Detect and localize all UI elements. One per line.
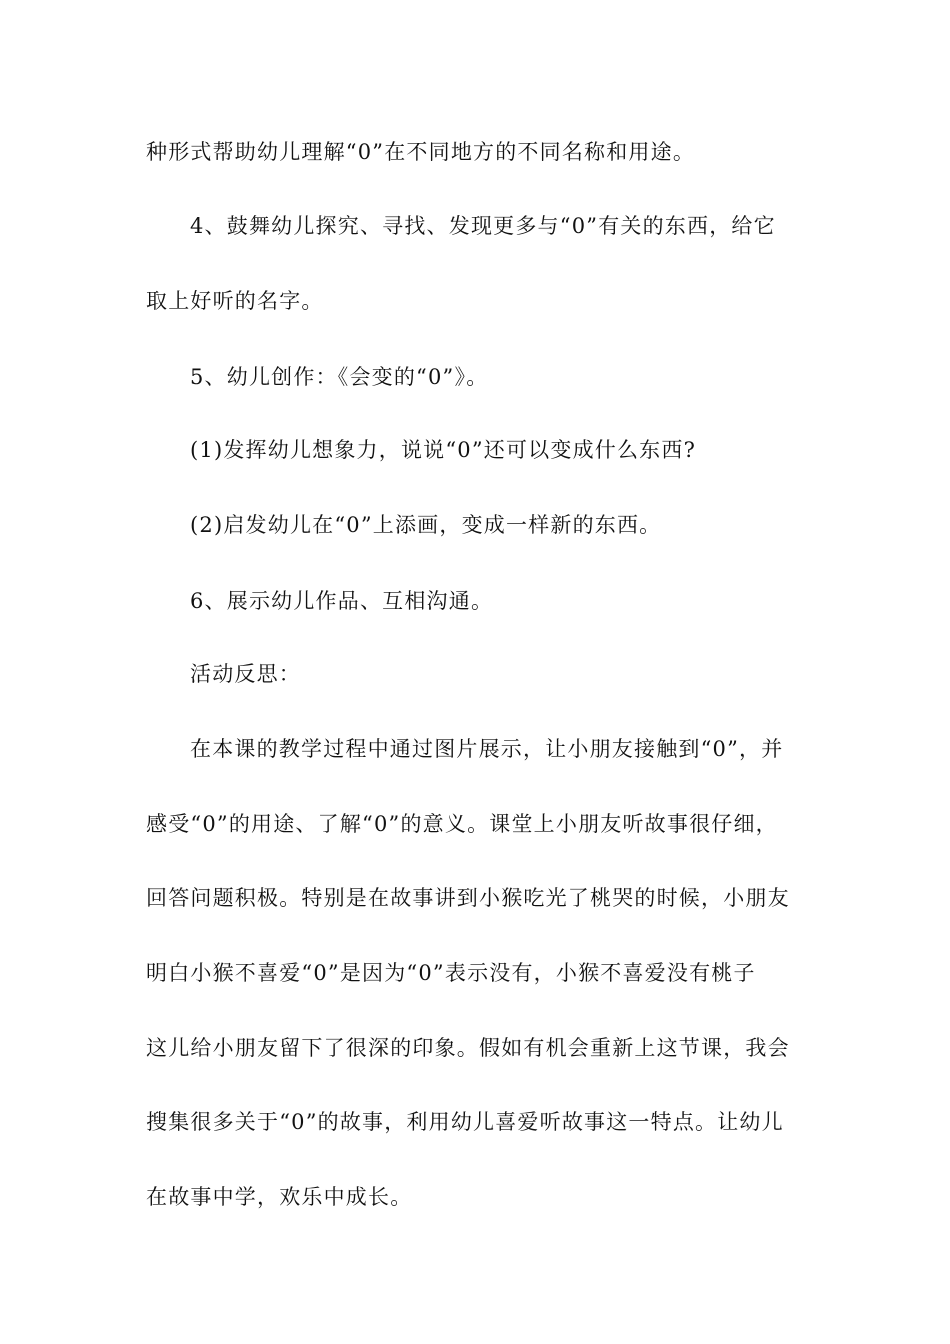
- section-heading-reflection: 活动反思：: [190, 662, 301, 686]
- paragraph-line-9: 在本课的教学过程中通过图片展示，让小朋友接触到“0”，并: [190, 737, 784, 761]
- paragraph-line-15: 在故事中学，欢乐中成长。: [146, 1185, 413, 1209]
- paragraph-line-3: 取上好听的名字。: [146, 289, 324, 313]
- paragraph-line-1: 种形式帮助幼儿理解“0”在不同地方的不同名称和用途。: [146, 140, 696, 164]
- paragraph-line-12: 明白小猴不喜爱“0”是因为“0”表示没有，小猴不喜爱没有桃子: [146, 961, 756, 985]
- paragraph-line-6: (2)启发幼儿在“0”上添画，变成一样新的东西。: [190, 513, 662, 537]
- paragraph-line-14: 搜集很多关于“0”的故事，利用幼儿喜爱听故事这一特点。让幼儿: [146, 1110, 784, 1134]
- paragraph-line-2: 4、鼓舞幼儿探究、寻找、发现更多与“0”有关的东西，给它: [190, 214, 776, 238]
- paragraph-line-7: 6、展示幼儿作品、互相沟通。: [190, 589, 494, 613]
- paragraph-line-11: 回答问题积极。特别是在故事讲到小猴吃光了桃哭的时候，小朋友: [146, 886, 790, 910]
- paragraph-line-10: 感受“0”的用途、了解“0”的意义。课堂上小朋友听故事很仔细，: [146, 812, 778, 836]
- paragraph-line-5: (1)发挥幼儿想象力，说说“0”还可以变成什么东西?: [190, 438, 697, 462]
- paragraph-line-13: 这儿给小朋友留下了很深的印象。假如有机会重新上这节课，我会: [146, 1036, 790, 1060]
- paragraph-line-4: 5、幼儿创作：《会变的“0”》。: [190, 365, 489, 389]
